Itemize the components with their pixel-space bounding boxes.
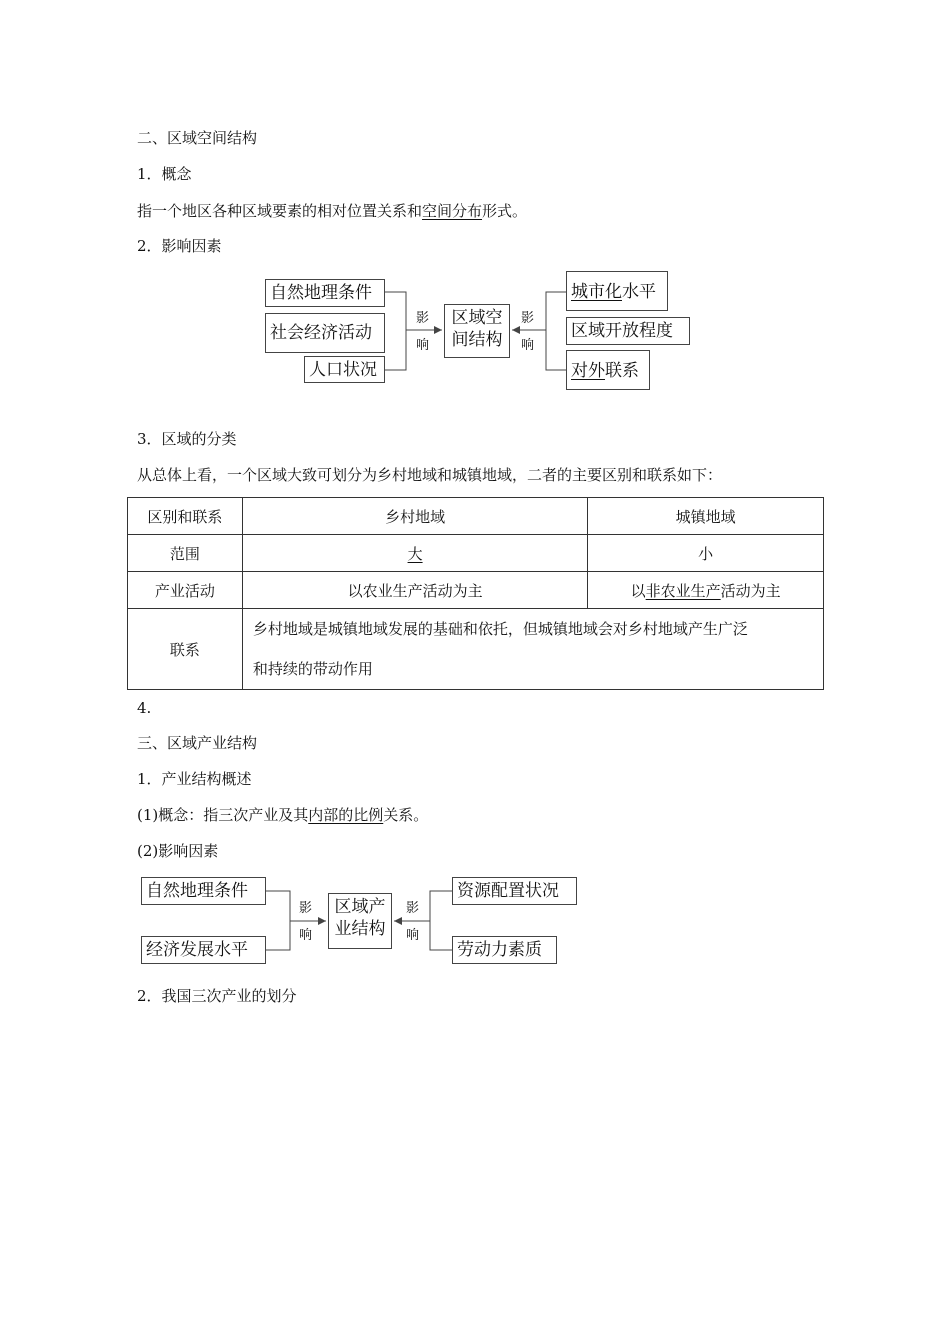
- center-box-line: 间结构: [451, 330, 503, 350]
- concept-title: 1．概念: [137, 165, 192, 183]
- factor-box-natural-geography: 自然地理条件: [265, 279, 385, 307]
- table-cell: 以农业生产活动为主: [242, 572, 587, 609]
- section-heading-industrial-structure: 三、区域产业结构: [137, 734, 258, 752]
- factor-box-external-links: [566, 350, 650, 390]
- factor-box-text: 区域开放程度: [571, 321, 673, 341]
- arrow-label-influence: 响: [299, 928, 313, 943]
- industry-concept-text: [137, 805, 428, 825]
- factor-box-economic-level: 经济发展水平: [141, 936, 266, 964]
- classification-intro: 从总体上看，一个区域大致可划分为乡村地域和城镇地域，二者的主要区别和联系如下：: [137, 466, 723, 484]
- table-cell: 联系: [128, 609, 243, 690]
- table-header: 城镇地域: [588, 498, 824, 535]
- arrow-label-influence: 影: [406, 901, 420, 916]
- concept-text-part: 指一个地区各种区域要素的相对位置关系和: [137, 202, 423, 220]
- center-box-line: 区域空: [451, 308, 503, 328]
- industry-urban-blank: 非农业生产: [645, 581, 721, 600]
- concept-blank: 空间分布: [422, 202, 483, 220]
- industry-factors-title: (2)影响因素: [137, 842, 219, 860]
- classification-title: 3．区域的分类: [137, 430, 237, 448]
- arrow-label-influence: 响: [521, 338, 535, 353]
- arrow-label-influence: 响: [416, 338, 430, 353]
- factor-box-socio-economic: 社会经济活动: [265, 313, 385, 353]
- center-box-line: 业结构: [334, 919, 386, 939]
- relation-line: 和持续的带动作用: [252, 660, 373, 678]
- scope-rural-blank: 大: [407, 544, 423, 563]
- urbanization-blank: 城市化: [571, 282, 622, 302]
- table-row: [128, 498, 824, 535]
- external-links-blank: 对外: [571, 361, 605, 381]
- table-row: [128, 535, 824, 572]
- factor-box-resource-allocation: 资源配置状况: [452, 877, 577, 905]
- table-cell: 范围: [128, 535, 243, 572]
- concept-text-part: 形式。: [482, 202, 528, 220]
- center-box-spatial-structure: [444, 304, 510, 358]
- arrow-label-influence: 影: [416, 311, 430, 326]
- industry-concept-blank: 内部的比例: [308, 806, 384, 824]
- factors-title: 2．影响因素: [137, 237, 222, 255]
- factor-box-openness: [566, 317, 690, 345]
- concept-text-part: (1)概念：指三次产业及其: [137, 806, 309, 824]
- arrow-label-influence: 影: [299, 901, 313, 916]
- factor-box-urbanization: [566, 271, 668, 311]
- table-cell: [242, 535, 587, 572]
- cell-text: 活动为主: [720, 581, 781, 600]
- table-cell: [588, 572, 824, 609]
- factor-box-text: 水平: [622, 282, 656, 302]
- table-row: [128, 609, 824, 690]
- factor-box-labor-quality: 劳动力素质: [452, 936, 557, 964]
- table-cell: 产业活动: [128, 572, 243, 609]
- center-box-industrial-structure: [328, 893, 392, 949]
- comparison-table: [127, 497, 824, 690]
- arrow-label-influence: 响: [406, 928, 420, 943]
- concept-text-part: 关系。: [383, 806, 429, 824]
- table-cell: 小: [588, 535, 824, 572]
- item-4: 4.: [137, 699, 152, 717]
- arrow-label-influence: 影: [521, 311, 535, 326]
- factor-box-text: 联系: [605, 361, 639, 381]
- factor-box-population: 人口状况: [304, 356, 385, 383]
- table-cell-relation: [242, 609, 823, 690]
- table-row: [128, 572, 824, 609]
- division-title: 2．我国三次产业的划分: [137, 987, 297, 1005]
- concept-text: [137, 201, 527, 221]
- table-header: 区别和联系: [128, 498, 243, 535]
- factor-box-natural-geography: 自然地理条件: [141, 877, 266, 905]
- center-box-line: 区域产: [334, 897, 386, 917]
- section-heading-spatial-structure: 二、区域空间结构: [137, 129, 258, 147]
- table-header: 乡村地域: [242, 498, 587, 535]
- cell-text: 以: [630, 581, 646, 600]
- relation-line: 乡村地域是城镇地域发展的基础和依托，但城镇地域会对乡村地域产生广泛: [252, 620, 748, 638]
- overview-title: 1．产业结构概述: [137, 770, 252, 788]
